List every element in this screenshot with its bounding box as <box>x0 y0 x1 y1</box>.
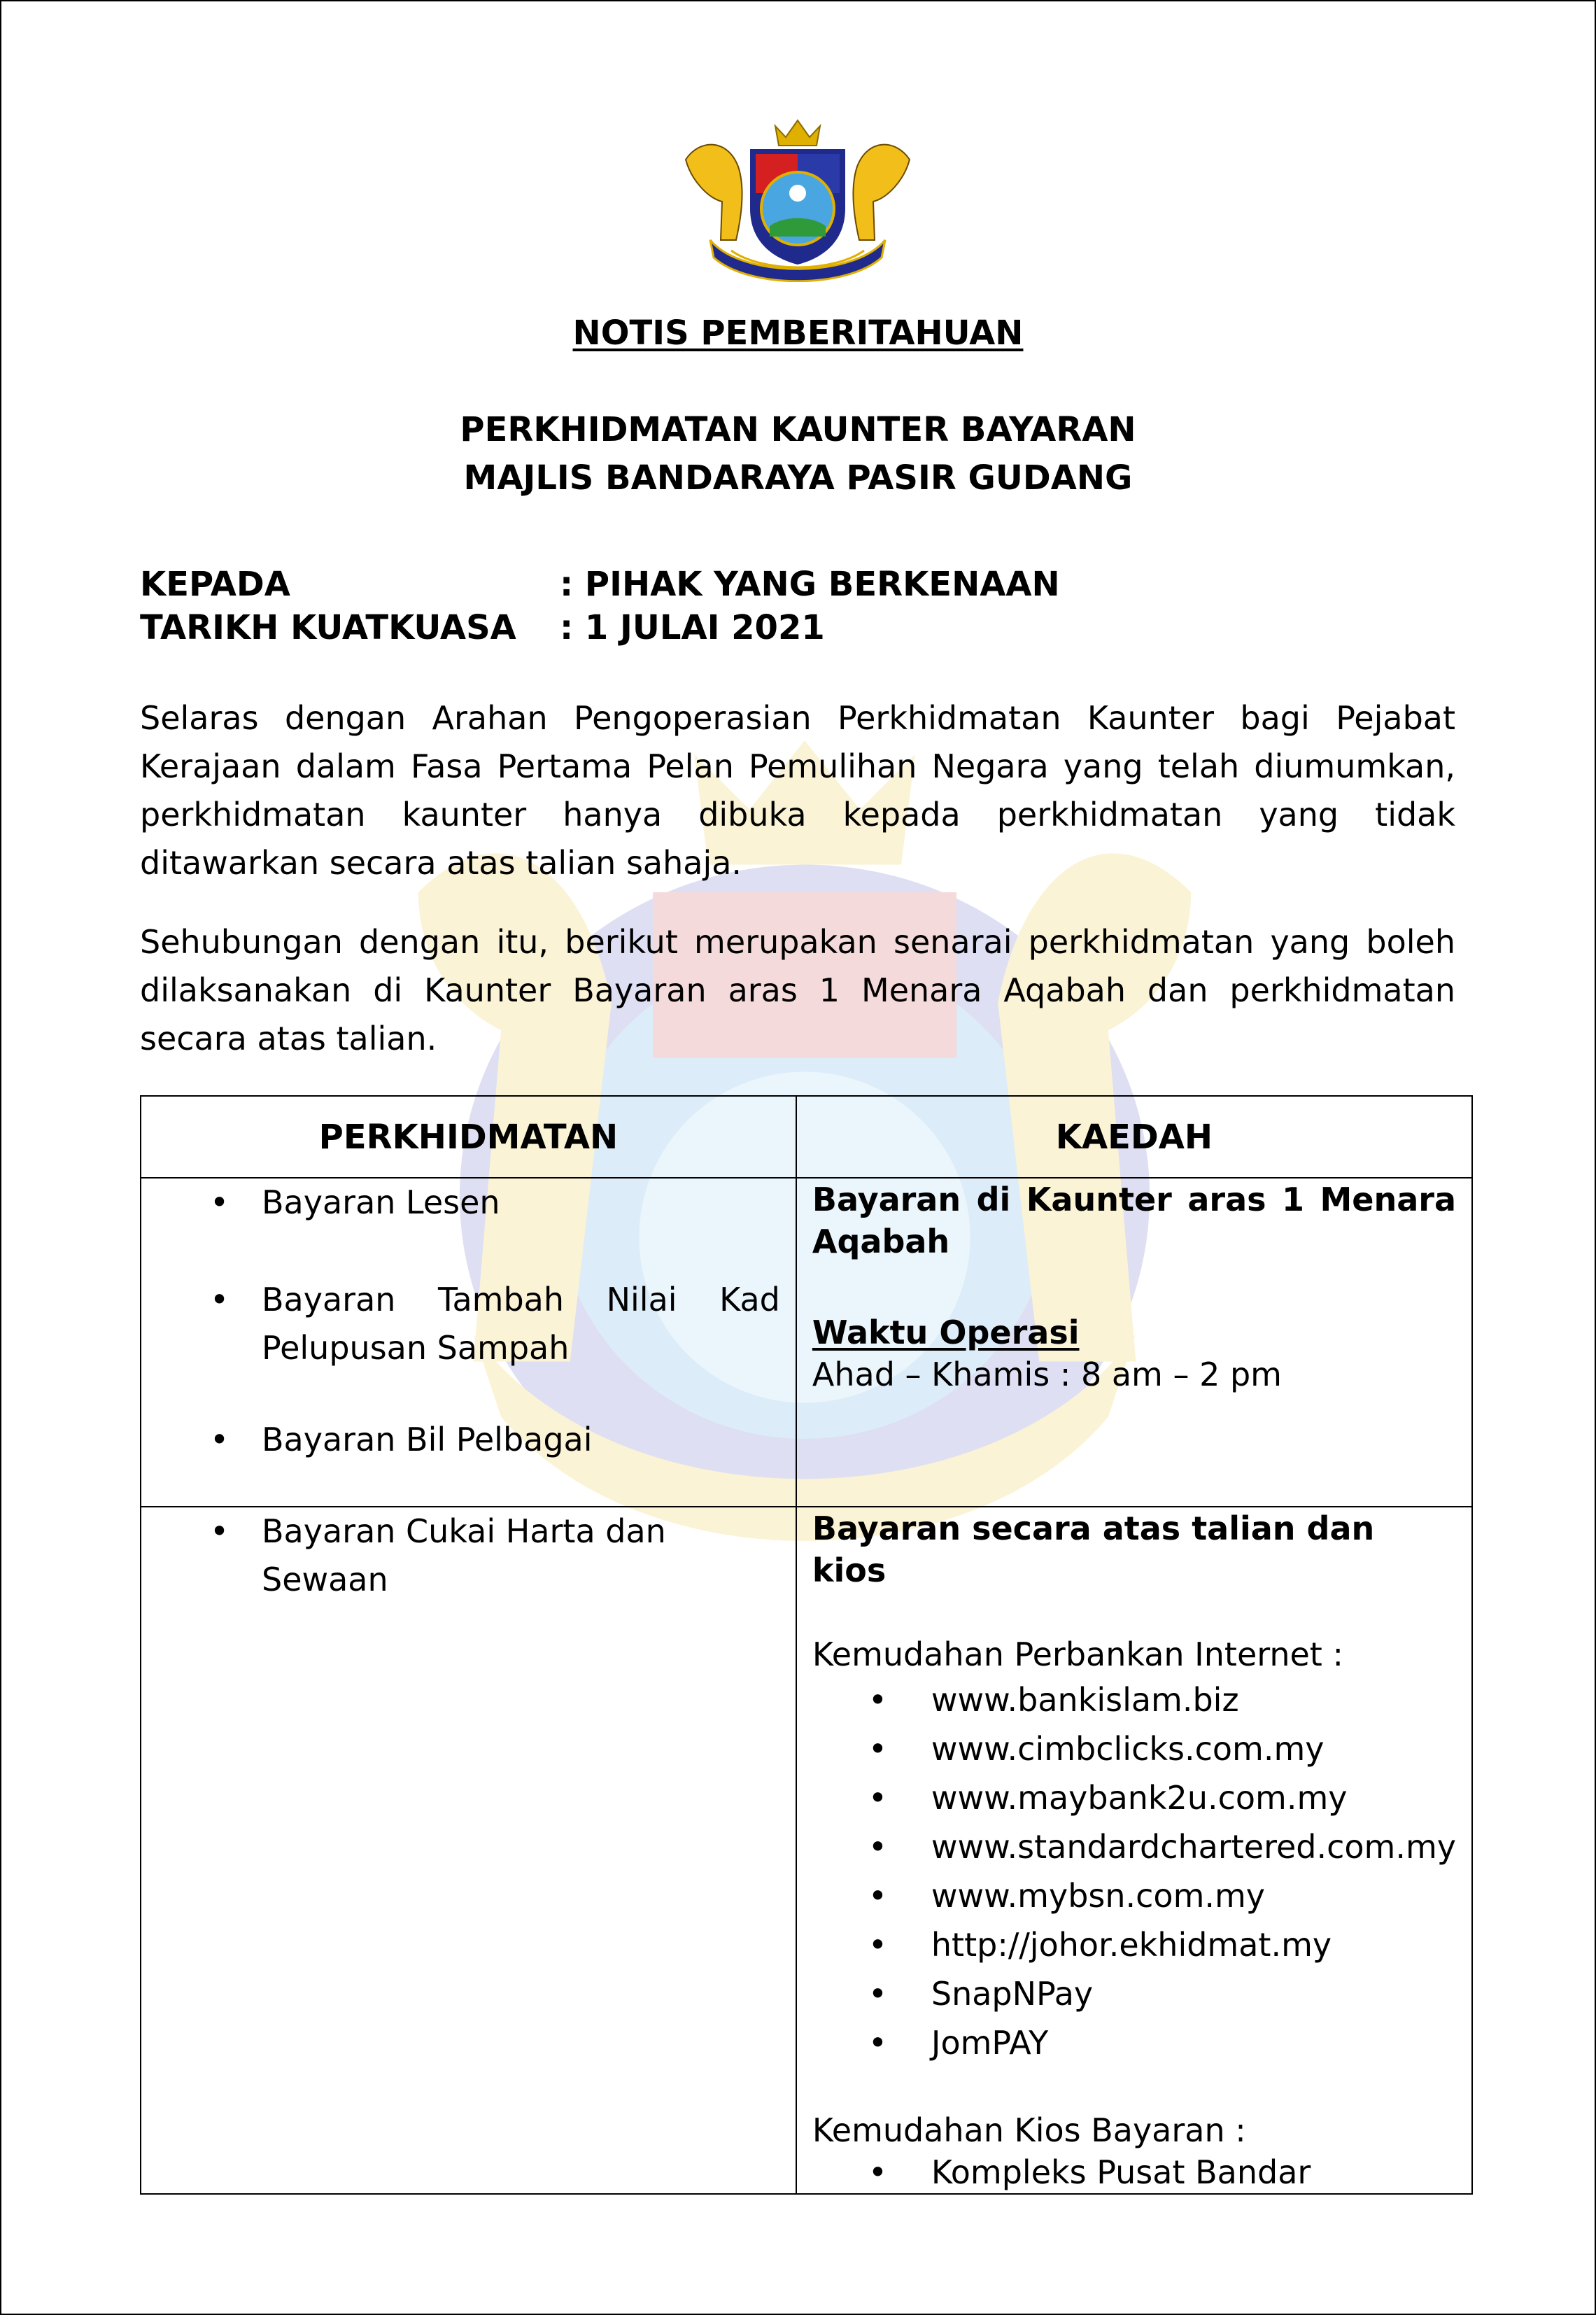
notice-title: NOTIS PEMBERITAHUAN <box>572 314 1024 353</box>
list-item: • www.cimbclicks.com.my <box>812 1724 1456 1773</box>
effective-date-label: TARIKH KUATKUASA <box>140 608 516 647</box>
method-cell <box>796 1178 1472 1507</box>
kiosk-label: Kemudahan Kios Bayaran : <box>812 2111 1246 2149</box>
table-row <box>141 1507 1472 2194</box>
list-item: • Bayaran Cukai Harta dan Sewaan <box>141 1507 796 1604</box>
services-list <box>141 1507 796 1604</box>
list-item: • http://johor.ekhidmat.my <box>812 1920 1456 1969</box>
list-item: • Bayaran Bil Pelbagai <box>141 1416 796 1464</box>
table-row <box>141 1178 1472 1507</box>
list-item: • www.standardchartered.com.my <box>812 1822 1456 1871</box>
header-kaedah: KAEDAH <box>796 1096 1472 1178</box>
internet-banking-label: Kemudahan Perbankan Internet : <box>812 1635 1343 1673</box>
method-cell <box>796 1507 1472 2194</box>
hours-label: Waktu Operasi <box>812 1314 1080 1351</box>
services-list <box>141 1178 796 1464</box>
table-header-row <box>141 1096 1472 1178</box>
list-item: • www.maybank2u.com.my <box>812 1773 1456 1822</box>
paragraph-2: Sehubungan dengan itu, berikut merupakan senarai perkhidmatan yang boleh dilaksanakan di Kaunter Bayaran aras 1 Menara Aqabah dan perkhidmatan secara atas talian. <box>140 923 1455 1057</box>
services-cell <box>141 1507 796 2194</box>
recipient-row <box>140 563 1060 606</box>
kiosk-list <box>812 2151 1456 2193</box>
effective-date-value: : 1 JULAI 2021 <box>560 608 825 647</box>
recipient-label: KEPADA <box>140 565 290 604</box>
method-title: Bayaran secara atas talian dan kios <box>812 1510 1375 1589</box>
method-title: Bayaran di Kaunter aras 1 Menara Aqabah <box>812 1181 1456 1260</box>
recipient-value: : PIHAK YANG BERKENAAN <box>560 565 1060 604</box>
services-cell <box>141 1178 796 1507</box>
hours-value: Ahad – Khamis : 8 am – 2 pm <box>812 1356 1282 1393</box>
header-perkhidmatan: PERKHIDMATAN <box>141 1096 796 1178</box>
list-item: • JomPAY <box>812 2018 1456 2067</box>
list-item: • Bayaran Tambah Nilai Kad Pelupusan Sampah <box>141 1276 796 1372</box>
heading-line-1: PERKHIDMATAN KAUNTER BAYARAN <box>460 410 1136 449</box>
paragraph-1: Selaras dengan Arahan Pengoperasian Perkhidmatan Kaunter bagi Pejabat Kerajaan dalam Fasa Pertama Pelan Pemulihan Negara yang telah diumumkan, perkhidmatan kaunter hanya dibuka kepada perkhidmatan yang tidak ditawarkan secara atas talian sahaja. <box>140 699 1455 882</box>
services-table <box>140 1095 1473 2195</box>
list-item: • Kompleks Pusat Bandar <box>812 2151 1456 2193</box>
list-item: • www.bankislam.biz <box>812 1675 1456 1724</box>
list-item: • Bayaran Lesen <box>141 1178 796 1227</box>
internet-banking-list <box>812 1675 1456 2067</box>
list-item: • www.mybsn.com.my <box>812 1871 1456 1920</box>
effective-date-row <box>140 606 825 649</box>
crest-emblem-icon <box>672 111 924 282</box>
list-item: • SnapNPay <box>812 1969 1456 2018</box>
heading-line-2: MAJLIS BANDARAYA PASIR GUDANG <box>463 458 1133 498</box>
